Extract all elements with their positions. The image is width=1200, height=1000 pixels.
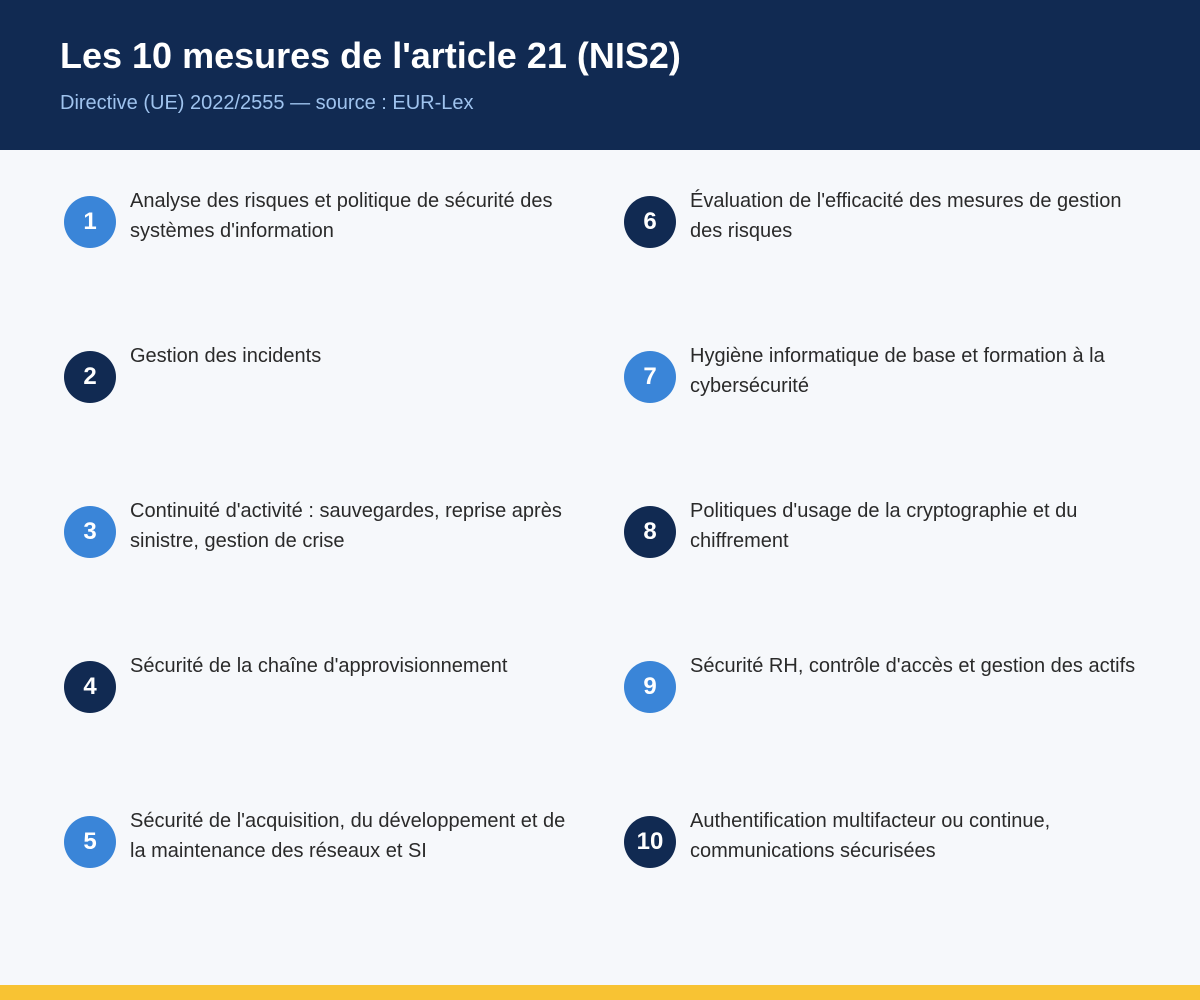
measures-grid — [0, 150, 1200, 985]
header-banner — [0, 0, 1200, 150]
measure-number-badge: 6 — [624, 196, 676, 248]
measure-number-badge: 4 — [64, 661, 116, 713]
measure-item-8 — [624, 488, 1144, 598]
measure-number-badge: 2 — [64, 351, 116, 403]
accent-bar — [0, 985, 1200, 1000]
measure-text: Politiques d'usage de la cryptographie et du chiffrement — [690, 500, 1078, 552]
page-subtitle: Directive (UE) 2022/2555 — source : EUR-Lex — [60, 92, 474, 114]
measure-item-4 — [64, 643, 584, 753]
measure-text: Authentification multifacteur ou continue, communications sécurisées — [690, 810, 1051, 862]
measure-item-5 — [64, 798, 584, 908]
measure-number-badge: 8 — [624, 506, 676, 558]
measure-number-badge: 10 — [624, 816, 676, 868]
measure-item-9 — [624, 643, 1144, 753]
measure-text: Sécurité RH, contrôle d'accès et gestion des actifs — [690, 655, 1136, 677]
measure-item-1 — [64, 178, 584, 288]
measure-text: Continuité d'activité : sauvegardes, reprise après sinistre, gestion de crise — [130, 500, 562, 552]
measure-text: Évaluation de l'efficacité des mesures de gestion des risques — [690, 190, 1122, 242]
page-title: Les 10 mesures de l'article 21 (NIS2) — [60, 35, 681, 76]
measure-item-6 — [624, 178, 1144, 288]
measure-text: Hygiène informatique de base et formation à la cybersécurité — [690, 345, 1105, 397]
measure-number-badge: 3 — [64, 506, 116, 558]
measure-item-10 — [624, 798, 1144, 908]
measure-text: Gestion des incidents — [130, 345, 322, 367]
measure-number-badge: 7 — [624, 351, 676, 403]
measure-text: Sécurité de l'acquisition, du développement et de la maintenance des réseaux et SI — [130, 810, 566, 862]
measure-item-7 — [624, 333, 1144, 443]
measure-number-badge: 5 — [64, 816, 116, 868]
measure-text: Analyse des risques et politique de sécurité des systèmes d'information — [130, 190, 553, 242]
measure-number-badge: 9 — [624, 661, 676, 713]
measure-text: Sécurité de la chaîne d'approvisionnement — [130, 655, 508, 677]
measure-item-2 — [64, 333, 584, 443]
measure-item-3 — [64, 488, 584, 598]
measure-number-badge: 1 — [64, 196, 116, 248]
